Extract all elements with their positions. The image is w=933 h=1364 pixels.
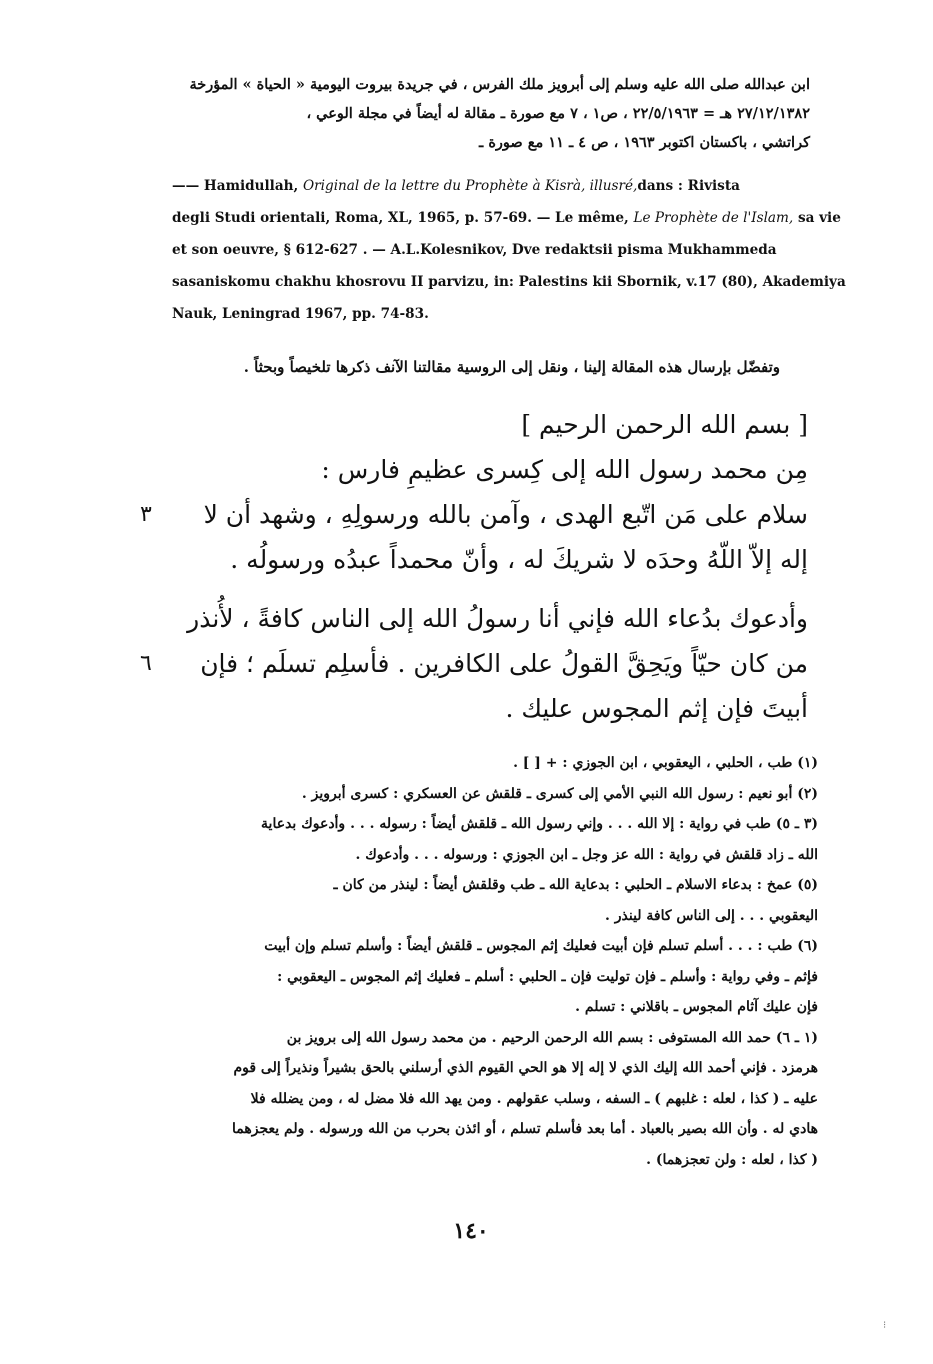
footnote-line: (٥) عمخ : بدعاء الاسلام ـ الحلبي : بدعاية الله ـ طب وقلقش أيضاً : لينذر من كان ـ bbox=[333, 877, 818, 893]
footnote-line: (١ ـ ٦) حمد الله المستوفى : بسم الله الرحمن الرحيم . من محمد رسول الله إلى برويز بن bbox=[286, 1029, 818, 1046]
footnotes bbox=[178, 748, 818, 1175]
footnote-line: (٢) أبو نعيم : رسول الله النبي الأمي إلى كسرى ـ قلقش عن العسكري : كسرى أبرويز . bbox=[301, 785, 818, 802]
letter-line: من كان حيّاً ويَحِقَّ القولُ على الكافرين . فأسلِم تسلَم ؛ فإن ٦ bbox=[120, 641, 820, 686]
reference-line: ٢٧/١٢/١٣٨٢ هـ = ٢٢/٥/١٩٦٣ ، ص١ ، ٧ مع صورة ـ مقالة له أيضاً في مجلة الوعي ، bbox=[306, 105, 810, 122]
letter-text bbox=[120, 402, 820, 731]
page-number: ١٤٠ bbox=[453, 1218, 489, 1244]
footnote-line: (٦) طب : . . . أسلم تسلم فإن أبيت فعليك إثم المجوس ـ قلقش أيضاً : وأسلم تسلم وإن أبيت bbox=[264, 938, 818, 954]
translation-note: وتفضّل بإرسال هذه المقالة إلينا ، ونقل إلى الروسية مقالتنا الآنف ذكرها تلخيصاً وبحثاً . bbox=[243, 358, 780, 376]
bibliography-line: sasaniskomu chakhu khosrovu II parvizu, in: Palestins kii Sbornik, v.17 (80), Akademiya bbox=[172, 274, 846, 290]
bibliography-line: degli Studi orientali, Roma, XL, 1965, p. 57-69. — Le même, Le Prophète de l'Islam, sa vie bbox=[172, 210, 841, 226]
arabic-reference-paragraph bbox=[170, 70, 810, 157]
bibliography-line: Nauk, Leningrad 1967, pp. 74-83. bbox=[172, 306, 429, 322]
footnote-line: هادي له . وأن الله بصير بالعباد . أما بعد فأسلم تسلم ، أو ائذن بحرب من الله ورسوله . ولم يعجزهما bbox=[232, 1121, 818, 1137]
footnote-line: ( كذا ، لعله : ولن تعجزهما) . bbox=[646, 1151, 818, 1168]
letter-line: مِن محمد رسول الله إلى كِسرى عظيمِ فارس : bbox=[321, 455, 808, 484]
footnote-line: (٣ ـ ٥) طب في رواية : إلا الله . . . وإني رسول الله ـ قلقش أيضاً : رسوله . . . وأدعوك بدعاية bbox=[261, 816, 818, 832]
footnote-line: فإثم ـ وفي رواية : وأسلم ـ فإن توليت فإن ـ الحلبي : أسلم ـ فعليك إثم المجوس ـ اليعقوبي : bbox=[277, 968, 818, 985]
letter-line: إله إلاّ اللّهُ وحدَه لا شريكَ له ، وأنّ محمداً عبدُه ورسولُه . bbox=[230, 545, 808, 574]
line-number: ٣ bbox=[140, 502, 152, 527]
footnote-line: هرمزد . فإني أحمد الله إليك الذي لا إله إلا هو الحي القيوم الذي أرسلني بالحق بشيراً ونذيراً إلى قوم bbox=[233, 1060, 818, 1076]
letter-line: وأدعوك بدُعاء الله فإني أنا رسولُ الله إلى الناس كافةً ، لأُنذر bbox=[187, 604, 808, 633]
footnote-line: فإن عليك آثام المجوس ـ باقلاني : تسلم . bbox=[575, 999, 818, 1015]
line-number: ٦ bbox=[140, 651, 152, 676]
bibliography-line: —— Hamidullah, Original de la lettre du Prophète à Kisrà, illusré,dans : Rivista bbox=[172, 178, 740, 194]
letter-line: [ بسم الله الرحمن الرحيم ] bbox=[521, 410, 808, 439]
footnote-line: اليعقوبي . . . إلى الناس كافة لينذر . bbox=[604, 907, 818, 924]
letter-line: سلام على مَن اتّبع الهدى ، وآمن بالله ورسولِهِ ، وشهد أن لا ٣ bbox=[120, 492, 820, 537]
bibliography-line: et son oeuvre, § 612-627 . — A.L.Kolesnikov, Dve redaktsii pisma Mukhammeda bbox=[172, 242, 777, 258]
footnote-line: عليه ـ ( كذا ، لعله : غلبهم ) ـ السفه ، وسلب عقولهم . ومن يهد الله فلا مضل له ، ومن يضلله فلا bbox=[250, 1090, 818, 1107]
reference-line: ابن عبدالله صلى الله عليه وسلم إلى أبرويز ملك الفرس ، في جريدة بيروت اليومية « الحياة » المؤرخة bbox=[189, 76, 810, 93]
edge-mark: ⁝ bbox=[883, 1320, 887, 1331]
footnote-line: الله ـ زاد قلقش في رواية : الله عز وجل ـ ابن الجوزي : ورسوله . . . وأدعوك . bbox=[355, 846, 818, 863]
footnote-line: (١) طب ، الحلبي ، اليعقوبي ، ابن الجوزي : + [ ] . bbox=[513, 755, 818, 771]
reference-line: كراتشي ، باكستان اكتوبر ١٩٦٣ ، ص ٤ ـ ١١ مع صورة ـ bbox=[479, 134, 810, 151]
letter-line: أبيتَ فإن إثم المجوس عليك . bbox=[505, 694, 808, 723]
latin-bibliography-paragraph bbox=[172, 170, 846, 330]
